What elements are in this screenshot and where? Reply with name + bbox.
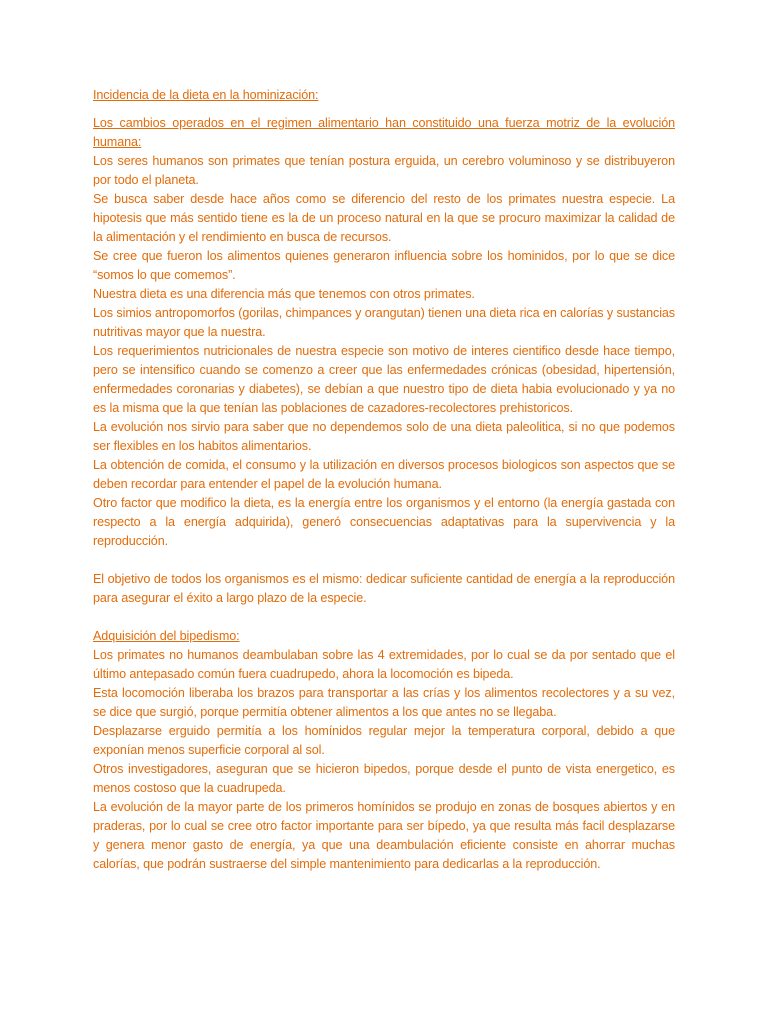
paragraph: Nuestra dieta es una diferencia más que tenemos con otros primates. [93,287,475,301]
paragraph: Los seres humanos son primates que tenían postura erguida, un cerebro voluminoso y se distribuyeron por todo el planeta. [93,154,675,187]
paragraph: Los requerimientos nutricionales de nuestra especie son motivo de interes cientifico desde hace tiempo, pero se intensifico cuando se comenzo a creer que las enfermedades crónicas (obesidad, hipertensión, enfermedades coronarias y diabetes), se debían a que nuestro tipo de dieta habia evolucionado y ya no es la misma que la que tenían las poblaciones de cazadores-recolectores prehistoricos. [93,344,675,415]
paragraph: Se busca saber desde hace años como se diferencio del resto de los primates nuestra especie. La hipotesis que más sentido tiene es la de un proceso natural en la que se procuro maximizar la calidad de la alimentación y el rendimiento en busca de recursos. [93,192,675,244]
paragraph: La evolución de la mayor parte de los primeros homínidos se produjo en zonas de bosques abiertos y en praderas, por lo cual se cree otro factor importante para ser bípedo, ya que resulta más facil desplazarse y genera menor gasto de energía, ya que una deambulación eficiente consiste en ahorrar muchas calorías, que podrán sustraerse del simple mantenimiento para dedicarlas a la reproducción. [93,800,675,871]
paragraph: La evolución nos sirvio para saber que no dependemos solo de una dieta paleolitica, si no que podemos ser flexibles en los habitos alimentarios. [93,420,675,453]
paragraph: Desplazarse erguido permitía a los homínidos regular mejor la temperatura corporal, debido a que exponían menos superficie corporal al sol. [93,724,675,757]
paragraph: La obtención de comida, el consumo y la utilización en diversos procesos biologicos son aspectos que se deben recordar para entender el papel de la evolución humana. [93,458,675,491]
spacer [93,551,675,570]
document-body [93,86,675,874]
closing-paragraph: El objetivo de todos los organismos es el mismo: dedicar suficiente cantidad de energía a la reproducción para asegurar el éxito a largo plazo de la especie. [93,572,675,605]
spacer [93,608,675,627]
section-title-bipedalism: Adquisición del bipedismo: [93,629,240,643]
paragraph: Los primates no humanos deambulaban sobre las 4 extremidades, por lo cual se da por sentado que el último antepasado común fuera cuadrupedo, ahora la locomoción es bipeda. [93,648,675,681]
paragraph: Otros investigadores, aseguran que se hicieron bipedos, porque desde el punto de vista energetico, es menos costoso que la cuadrupeda. [93,762,675,795]
section-title-diet: Incidencia de la dieta en la hominización: [93,88,319,102]
spacer [93,105,675,114]
paragraph: Se cree que fueron los alimentos quienes generaron influencia sobre los hominidos, por lo que se dice “somos lo que comemos”. [93,249,675,282]
paragraph: Otro factor que modifico la dieta, es la energía entre los organismos y el entorno (la energía gastada con respecto a la energía adquirida), generó consecuencias adaptativas para la supervivencia y la reproducción. [93,496,675,548]
paragraph: Esta locomoción liberaba los brazos para transportar a las crías y los alimentos recolectores y a su vez, se dice que surgió, porque permitía obtener alimentos a los que antes no se llegaba. [93,686,675,719]
section-subtitle-diet: Los cambios operados en el regimen alimentario han constituido una fuerza motriz de la evolución humana: [93,116,675,149]
paragraph: Los simios antropomorfos (gorilas, chimpances y orangutan) tienen una dieta rica en calorías y sustancias nutritivas mayor que la nuestra. [93,306,675,339]
